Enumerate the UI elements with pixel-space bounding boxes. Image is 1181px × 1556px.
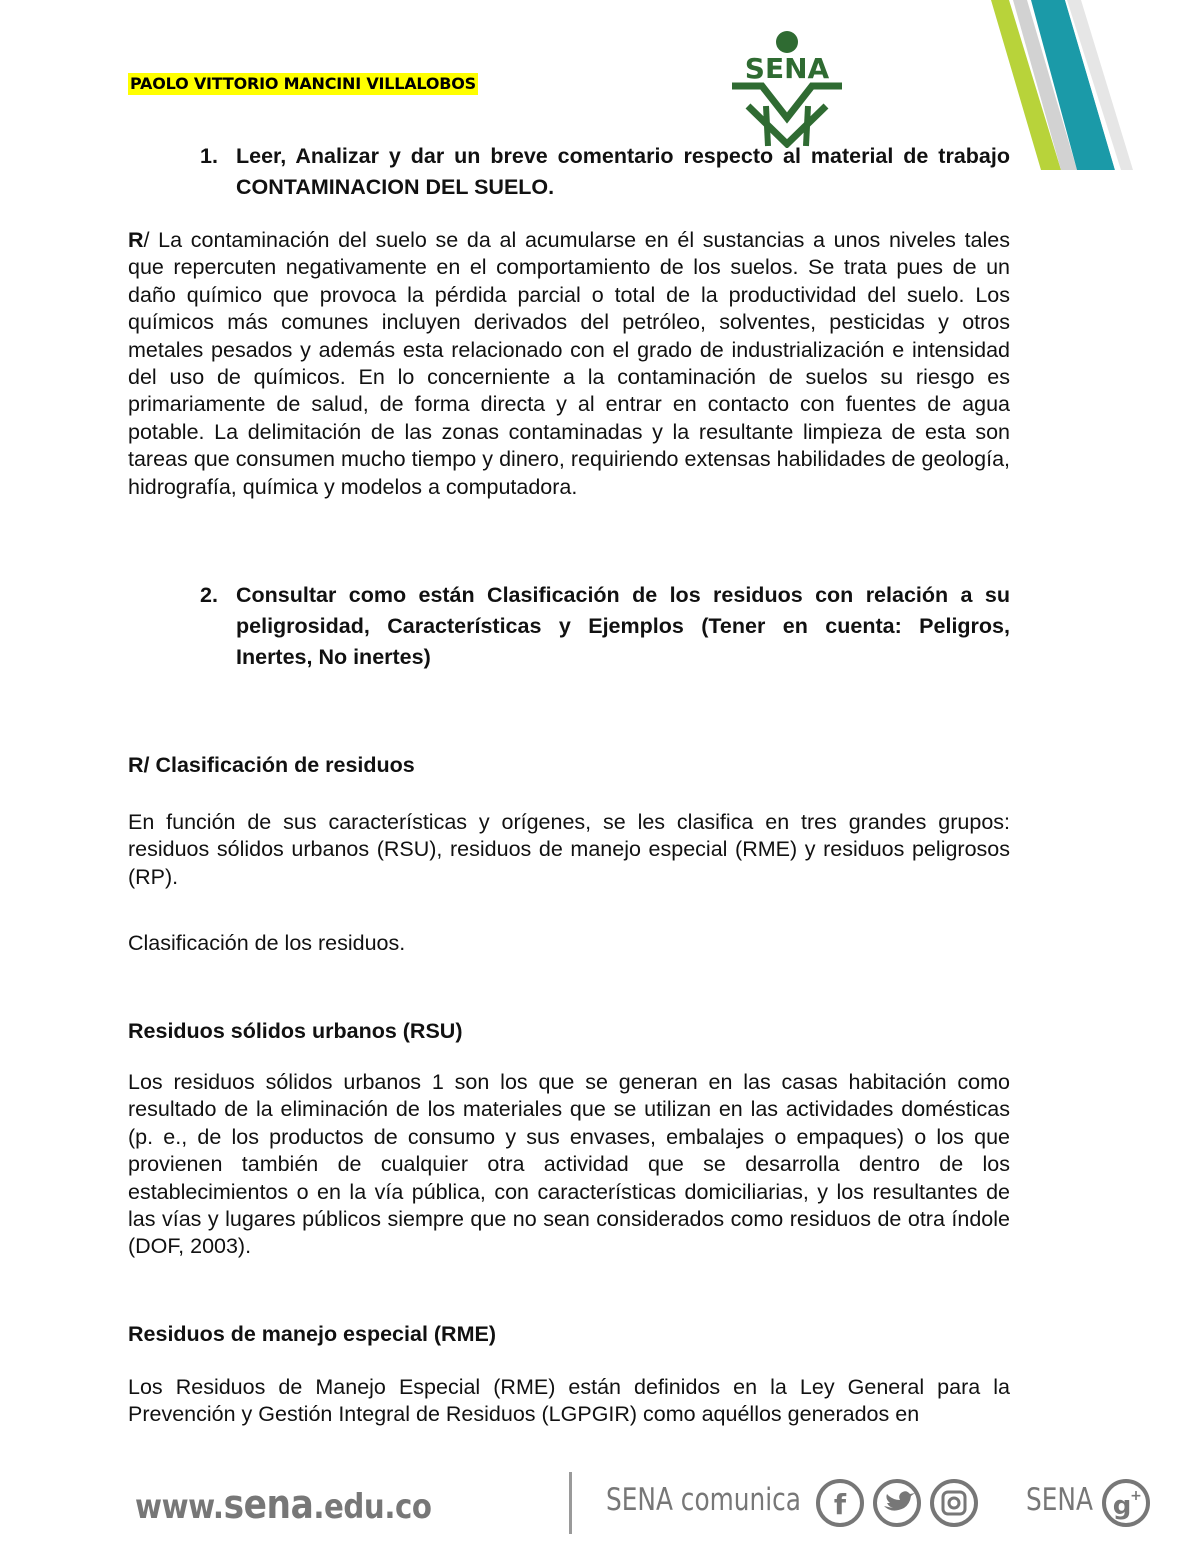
rsu-text: Los residuos sólidos urbanos 1 son los que se generan en las casas habitación como resultado de la eliminación de los materiales que se utilizan en las actividades domésticas (p. e., de los productos de consumo y sus envases, embalajes o empaques) o los que provienen también de cualquier otra actividad que se desarrolla dentro de los establecimientos o en la vía pública, con características domiciliarias, y los resultantes de las vías y lugares públicos siempre que no sean considerados como residuos de otra índole (DOF, 2003). <box>128 1070 1010 1259</box>
answer-1 <box>128 227 1010 501</box>
rme-text: Los Residuos de Manejo Especial (RME) están definidos en la Ley General para la Prevención y Gestión Integral de Residuos (LGPGIR) como aquéllos generados en <box>128 1375 1010 1427</box>
answer-2-heading: R/ Clasificación de residuos <box>128 753 415 777</box>
question-1-text: Leer, Analizar y dar un breve comentario respecto al material de trabajo CONTAMINACION DEL SUELO. <box>236 144 1010 199</box>
rme-heading: Residuos de manejo especial (RME) <box>128 1322 496 1346</box>
footer-url-suffix: .edu.co <box>313 1487 432 1527</box>
instagram-icon[interactable] <box>932 1481 976 1525</box>
author-name: PAOLO VITTORIO MANCINI VILLALOBOS <box>130 74 476 93</box>
facebook-icon[interactable] <box>818 1481 862 1525</box>
question-2 <box>200 580 1010 673</box>
rsu-heading: Residuos sólidos urbanos (RSU) <box>128 1019 463 1043</box>
answer-2-intro: En función de sus características y orígenes, se les clasifica en tres grandes grupos: residuos sólidos urbanos (RSU), residuos de manejo especial (RME) y residuos peligrosos (RP). <box>128 810 1010 889</box>
answer-1-prefix: R <box>128 228 144 252</box>
footer-sena-label: SENA <box>1026 1482 1093 1518</box>
sena-logo <box>728 30 846 148</box>
google-plus-icon[interactable] <box>1100 1476 1156 1532</box>
question-1 <box>200 141 1010 203</box>
answer-1-text: / La contaminación del suelo se da al acumularse en él sustancias a unos niveles tales que repercuten negativamente en el comportamiento de los suelos. Se trata pues de un daño químico que provoca la pérdida parcial o total de la productividad del suelo. Los químicos más comunes incluyen derivados del petróleo, solventes, pesticidas y otros metales pesados y además esta relacionado con el grado de industrialización e intensidad del uso de químicos. En lo concerniente a la contaminación de suelos su riesgo es primariamente de salud, de forma directa y al entrar en contacto con fuentes de agua potable. La delimitación de las zonas contaminadas y la resultante limpieza de esta son tareas que consumen mucho tiempo y dinero, requiriendo extensas habilidades de geología, hidrografía, química y modelos a computadora. <box>128 228 1010 499</box>
svg-text:+: + <box>1130 1488 1142 1504</box>
sena-logo-text: SENA <box>744 52 830 85</box>
footer-url-brand: sena <box>223 1482 314 1528</box>
twitter-icon[interactable] <box>875 1481 919 1525</box>
footer-url-prefix: www. <box>135 1487 224 1527</box>
question-2-number: 2. <box>200 583 218 607</box>
classification-subtitle: Clasificación de los residuos. <box>128 931 406 955</box>
footer-comunica: SENA comunica <box>606 1482 801 1518</box>
question-1-number: 1. <box>200 144 218 168</box>
footer-divider <box>569 1472 572 1534</box>
footer-website[interactable] <box>135 1482 432 1528</box>
footer-social-icons <box>812 1476 982 1532</box>
question-2-text: Consultar como están Clasificación de los residuos con relación a su peligrosidad, Características y Ejemplos (Tener en cuenta: Peligros, Inertes, No inertes) <box>236 583 1010 669</box>
svg-text:g: g <box>1112 1491 1132 1521</box>
svg-text:f: f <box>833 1488 847 1521</box>
page-footer <box>0 1460 1181 1556</box>
